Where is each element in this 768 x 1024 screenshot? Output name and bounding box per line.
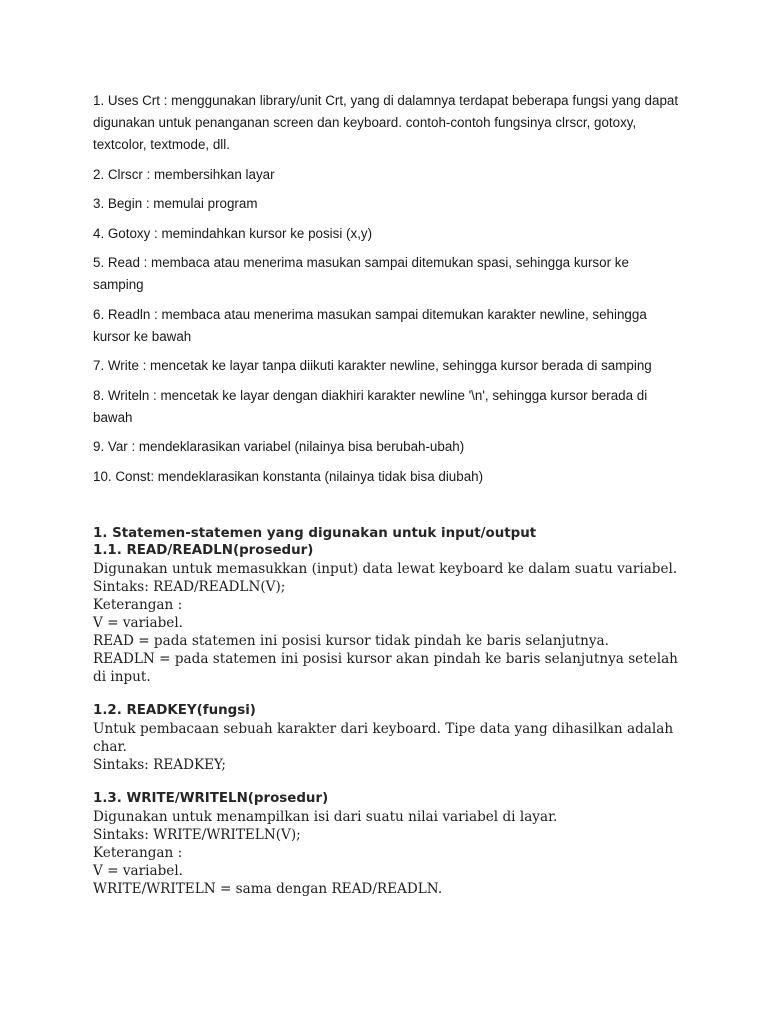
body-line: V = variabel. <box>93 862 183 879</box>
list-item: 1. Uses Crt : menggunakan library/unit Crt, yang di dalamnya terdapat beberapa fungsi yang dapat digunakan untuk penanganan screen dan keyboard. contoh-contoh fungsinya clrscr, gotoxy, textcolor, textmode, dll. <box>93 93 679 152</box>
list-item: 4. Gotoxy : memindahkan kursor ke posisi (x,y) <box>93 225 373 241</box>
list-item: 9. Var : mendeklarasikan variabel (nilainya bisa berubah-ubah) <box>93 439 465 454</box>
body-line: Digunakan untuk memasukkan (input) data lewat keyboard ke dalam suatu variabel. <box>93 560 678 577</box>
list-item: 8. Writeln : mencetak ke layar dengan diakhiri karakter newline '\n', sehingga kursor berada di bawah <box>93 387 648 425</box>
list-item: 5. Read : membaca atau menerima masukan sampai ditemukan spasi, sehingga kursor ke samping <box>93 255 629 292</box>
subsection-readkey <box>93 702 683 774</box>
body-line: Untuk pembacaan sebuah karakter dari keyboard. Tipe data yang dihasilkan adalah char. <box>93 720 674 755</box>
body-line: Sintaks: READKEY; <box>93 756 226 773</box>
body-line: Sintaks: READ/READLN(V); <box>93 578 286 595</box>
body-line: Sintaks: WRITE/WRITELN(V); <box>93 826 301 843</box>
subsection-heading: 1.2. READKEY(fungsi) <box>93 702 256 718</box>
subsection-heading: 1.1. READ/READLN(prosedur) <box>93 542 314 558</box>
subsection-write-writeln <box>93 790 683 898</box>
list-item: 10. Const: mendeklarasikan konstanta (nilainya tidak bisa diubah) <box>93 468 484 484</box>
section-heading: 1. Statemen-statemen yang digunakan untuk input/output <box>93 525 537 541</box>
body-line: Keterangan : <box>93 596 183 613</box>
body-line: READ = pada statemen ini posisi kursor tidak pindah ke baris selanjutnya. <box>93 632 609 649</box>
definition-list <box>93 90 683 488</box>
body-line: Keterangan : <box>93 844 183 861</box>
list-item: 7. Write : mencetak ke layar tanpa diikuti karakter newline, sehingga kursor berada di samping <box>93 358 652 373</box>
subsection-read-readln <box>93 542 683 686</box>
io-statements-section <box>93 526 683 898</box>
body-line: Digunakan untuk menampilkan isi dari suatu nilai variabel di layar. <box>93 808 558 825</box>
list-item: 3. Begin : memulai program <box>93 196 258 211</box>
document-page <box>93 90 683 898</box>
body-line: READLN = pada statemen ini posisi kursor akan pindah ke baris selanjutnya setelah di input. <box>93 650 678 685</box>
body-line: V = variabel. <box>93 614 183 631</box>
body-line: WRITE/WRITELN = sama dengan READ/READLN. <box>93 880 443 897</box>
list-item: 2. Clrscr : membersihkan layar <box>93 166 275 182</box>
subsection-heading: 1.3. WRITE/WRITELN(prosedur) <box>93 790 329 806</box>
list-item: 6. Readln : membaca atau menerima masukan sampai ditemukan karakter newline, sehingga kursor ke bawah <box>93 306 647 344</box>
